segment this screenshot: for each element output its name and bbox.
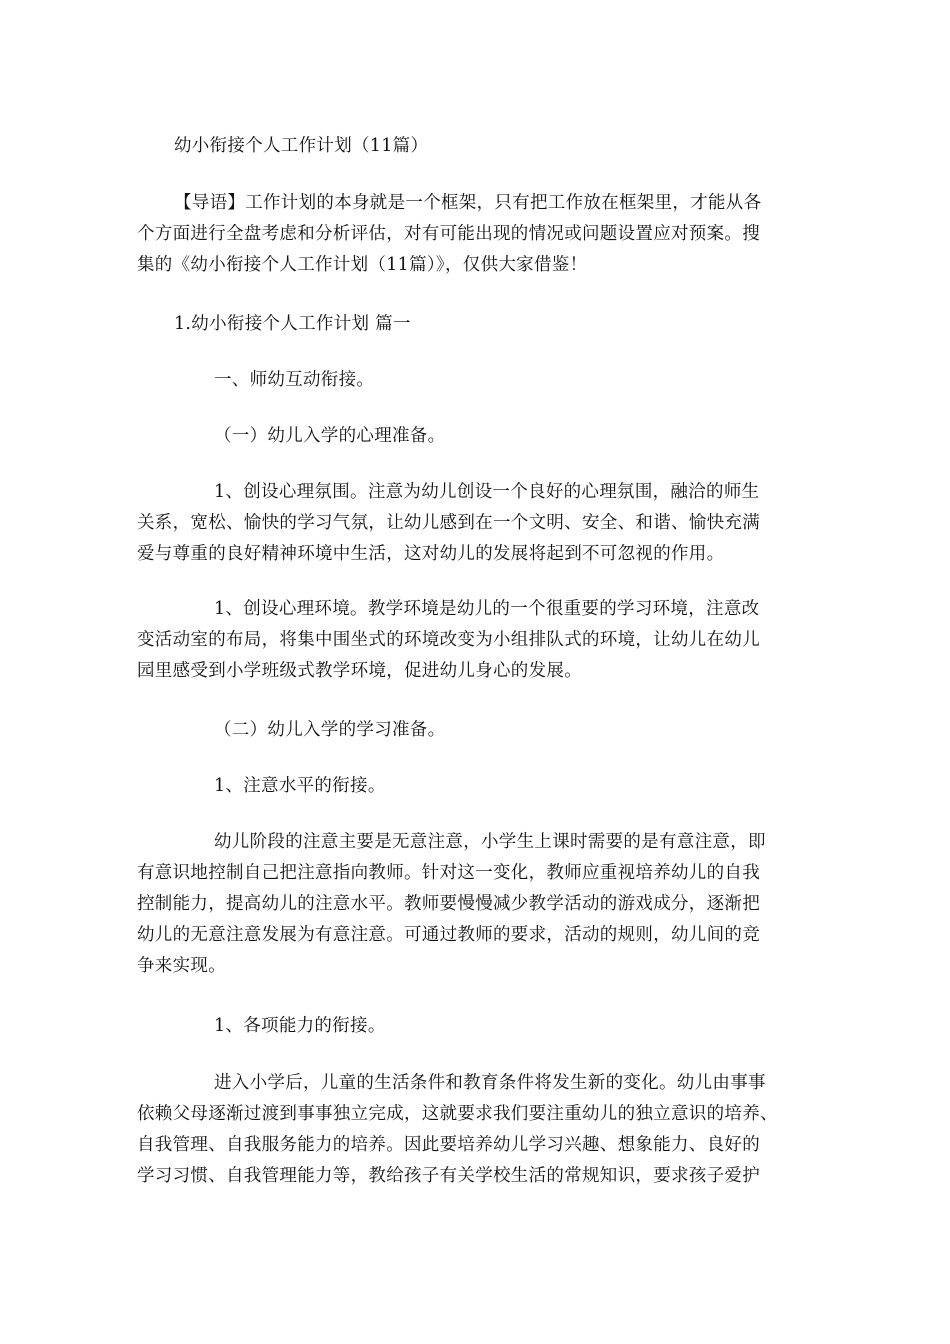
- paragraph-line: 变活动室的布局，将集中围坐式的环境改变为小组排队式的环境，让幼儿在幼儿: [137, 630, 760, 650]
- subsection-heading: （一）幼儿入学的心理准备。: [214, 426, 446, 446]
- paragraph-line: 争来实现。: [137, 956, 226, 976]
- intro-line: 【导语】工作计划的本身就是一个框架，只有把工作放在框架里，才能从各: [174, 193, 762, 213]
- item-heading: 1、注意水平的衔接。: [214, 776, 386, 796]
- paragraph-line: 学习习惯、自我管理能力等，教给孩子有关学校生活的常规知识，要求孩子爱护: [137, 1166, 760, 1186]
- paragraph-line: 1、创设心理氛围。注意为幼儿创设一个良好的心理氛围，融洽的师生: [214, 482, 760, 502]
- paragraph-psych-atmosphere: [137, 477, 817, 570]
- subsection-heading: （二）幼儿入学的学习准备。: [214, 720, 446, 740]
- paragraph-line: 进入小学后，儿童的生活条件和教育条件将发生新的变化。幼儿由事事: [214, 1073, 766, 1093]
- paragraph-line: 1、创设心理环境。教学环境是幼儿的一个很重要的学习环境，注意改: [214, 599, 760, 619]
- item-heading: 1、各项能力的衔接。: [214, 1016, 386, 1036]
- paragraph-line: 关系，宽松、愉快的学习气氛，让幼儿感到在一个文明、安全、和谐、愉快充满: [137, 513, 760, 533]
- paragraph-line: 爱与尊重的良好精神环境中生活，这对幼儿的发展将起到不可忽视的作用。: [137, 544, 725, 564]
- paragraph-abilities: [137, 1068, 817, 1192]
- section-heading: 1.幼小衔接个人工作计划 篇一: [174, 314, 411, 334]
- part-heading: 一、师幼互动衔接。: [214, 370, 375, 390]
- paragraph-line: 依赖父母逐渐过渡到事事独立完成，这就要求我们要注重幼儿的独立意识的培养、: [137, 1104, 778, 1124]
- paragraph-attention: [137, 827, 817, 982]
- paragraph-line: 自我管理、自我服务能力的培养。因此要培养幼儿学习兴趣、想象能力、良好的: [137, 1135, 760, 1155]
- paragraph-line: 幼儿阶段的注意主要是无意注意，小学生上课时需要的是有意注意，即: [214, 832, 766, 852]
- intro-line: 集的《幼小衔接个人工作计划（11篇）》，仅供大家借鉴！: [137, 255, 588, 275]
- paragraph-line: 园里感受到小学班级式教学环境，促进幼儿身心的发展。: [137, 661, 582, 681]
- paragraph-line: 有意识地控制自己把注意指向教师。针对这一变化，教师应重视培养幼儿的自我: [137, 863, 760, 883]
- paragraph-psych-environment: [137, 594, 817, 687]
- paragraph-line: 控制能力，提高幼儿的注意水平。教师要慢慢减少教学活动的游戏成分，逐渐把: [137, 894, 760, 914]
- intro-line: 个方面进行全盘考虑和分析评估，对有可能出现的情况或问题设置应对预案。搜: [137, 224, 760, 244]
- intro-paragraph: [137, 188, 817, 281]
- document-title: 幼小衔接个人工作计划（11篇）: [174, 136, 429, 156]
- paragraph-line: 幼儿的无意注意发展为有意注意。可通过教师的要求，活动的规则，幼儿间的竞: [137, 925, 760, 945]
